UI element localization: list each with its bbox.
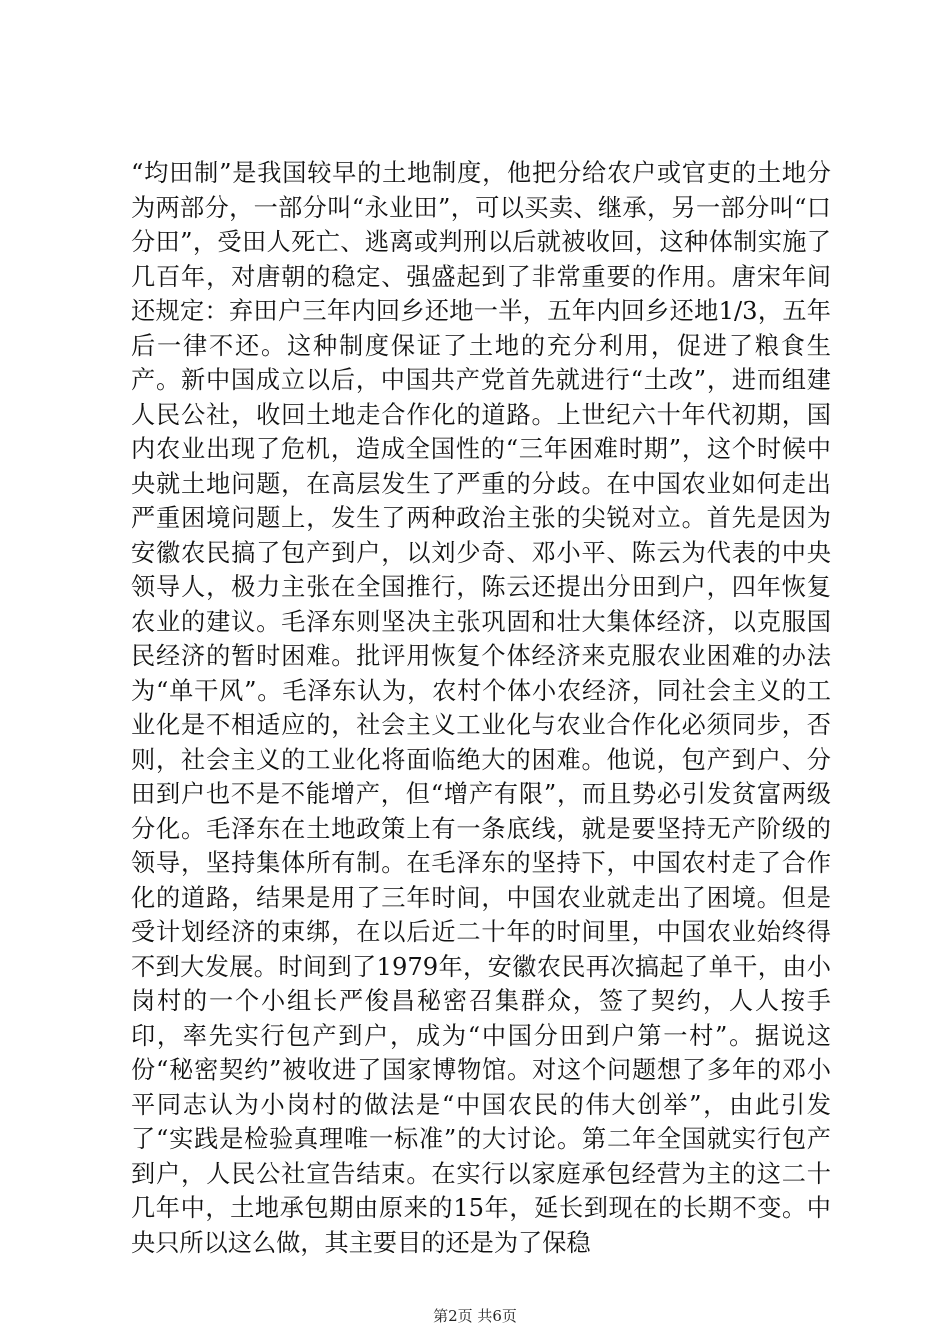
page-number-footer: 第2页 共6页 [433,1307,517,1325]
body-paragraph: “均田制”是我国较早的土地制度，他把分给农户或官吏的土地分为两部分，一部分叫“永业田”，可以买卖、继承，另一部分叫“口分田”，受田人死亡、逃离或判刑以后就被收回，这种体制实施了几百年，对唐朝的稳定、强盛起到了非常重要的作用。唐宋年间还规定：弃田户三年内回乡还地一半，五年内回乡还地1/3，五年后一律不还。这种制度保证了土地的充分利用，促进了粮食生产。新中国成立以后，中国共产党首先就进行“土改”，进而组建人民公社，收回土地走合作化的道路。上世纪六十年代初期，国内农业出现了危机，造成全国性的“三年困难时期”，这个时候中央就土地问题，在高层发生了严重的分歧。在中国农业如何走出严重困境问题上，发生了两种政治主张的尖锐对立。首先是因为安徽农民搞了包产到户，以刘少奇、邓小平、陈云为代表的中央领导人，极力主张在全国推行，陈云还提出分田到户，四年恢复农业的建议。毛泽东则坚决主张巩固和壮大集体经济，以克服国民经济的暂时困难。批评用恢复个体经济来克服农业困难的办法为“单干风”。毛泽东认为，农村个体小农经济，同社会主义的工业化是不相适应的，社会主义工业化与农业合作化必须同步，否则，社会主义的工业化将面临绝大的困难。他说，包产到户、分田到户也不是不能增产，但“增产有限”，而且势必引发贫富两级分化。毛泽东在土地政策上有一条底线，就是要坚持无产阶级的领导，坚持集体所有制。在毛泽东的坚持下，中国农村走了合作化的道路，结果是用了三年时间，中国农业就走出了困境。但是受计划经济的束绑，在以后近二十年的时间里，中国农业始终得不到大发展。时间到了1979年，安徽农民再次搞起了单干，由小岗村的一个小组长严俊昌秘密召集群众，签了契约，人人按手印，率先实行包产到户，成为“中国分田到户第一村”。据说这份“秘密契约”被收进了国家博物馆。对这个问题想了多年的邓小平同志认为小岗村的做法是“中国农民的伟大创举”，由此引发了“实践是检验真理唯一标准”的大讨论。第二年全国就实行包产到户，人民公社宣告结束。在实行以家庭承包经营为主的这二十几年中，土地承包期由原来的15年，延长到现在的长期不变。中央只所以这么做，其主要目的还是为了保稳 [131,159,831,1257]
